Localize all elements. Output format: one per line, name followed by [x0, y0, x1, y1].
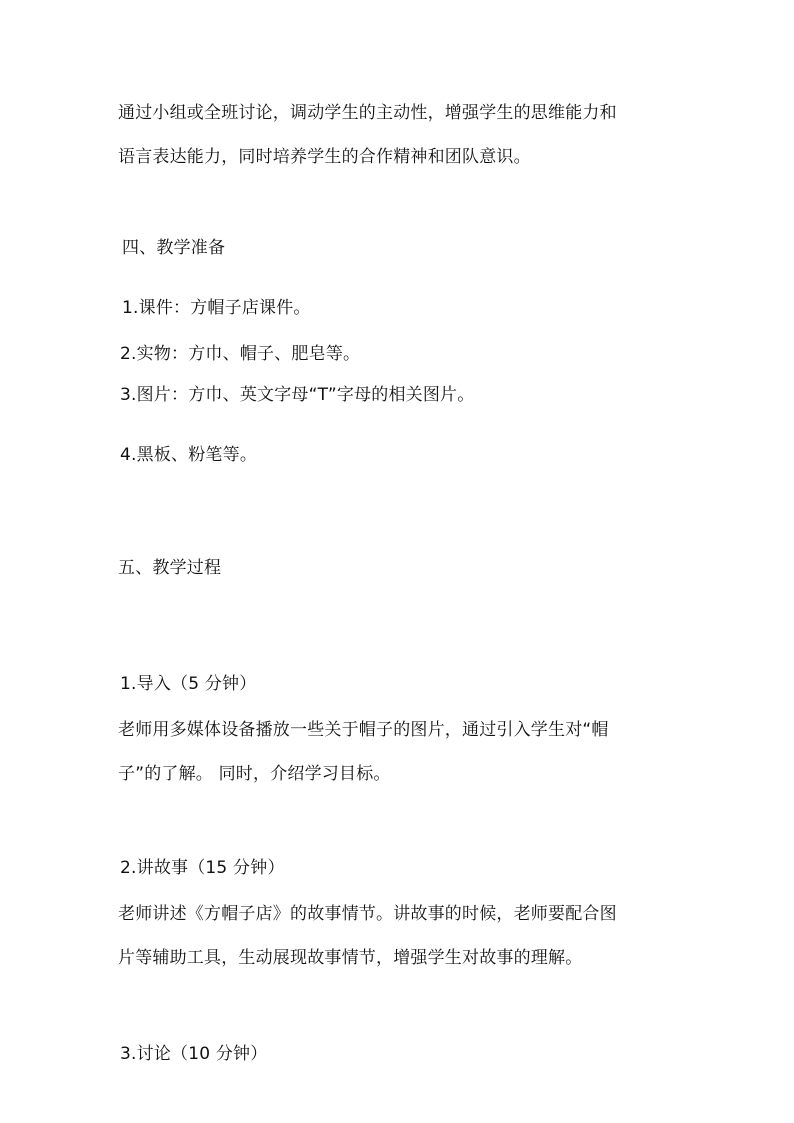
step-1-text-line-1: 老师用多媒体设备播放一些关于帽子的图片，通过引入学生对“帽 — [118, 720, 609, 740]
preparation-item-1: 1.课件：方帽子店课件。 — [122, 298, 311, 318]
step-2-text-line-1: 老师讲述《方帽子店》的故事情节。讲故事的时候，老师要配合图 — [118, 904, 617, 924]
step-1-title: 1.导入（5 分钟） — [120, 674, 257, 694]
preparation-item-2: 2.实物：方巾、帽子、肥皂等。 — [120, 344, 361, 364]
section-heading-preparation: 四、教学准备 — [122, 238, 226, 258]
step-1-text-line-2: 子”的了解。 同时，介绍学习目标。 — [118, 764, 391, 784]
preparation-item-3: 3.图片：方巾、英文字母“T”字母的相关图片。 — [120, 385, 475, 405]
step-2-text-line-2: 片等辅助工具，生动展现故事情节，增强学生对故事的理解。 — [118, 948, 583, 968]
step-2-title: 2.讲故事（15 分钟） — [120, 858, 285, 878]
section-heading-process: 五、教学过程 — [118, 558, 222, 578]
intro-paragraph-line-1: 通过小组或全班讨论，调动学生的主动性，增强学生的思维能力和 — [118, 103, 617, 123]
preparation-item-4: 4.黑板、粉笔等。 — [120, 445, 258, 465]
step-3-title: 3.讨论（10 分钟） — [120, 1044, 268, 1064]
intro-paragraph-line-2: 语言表达能力，同时培养学生的合作精神和团队意识。 — [118, 147, 531, 167]
